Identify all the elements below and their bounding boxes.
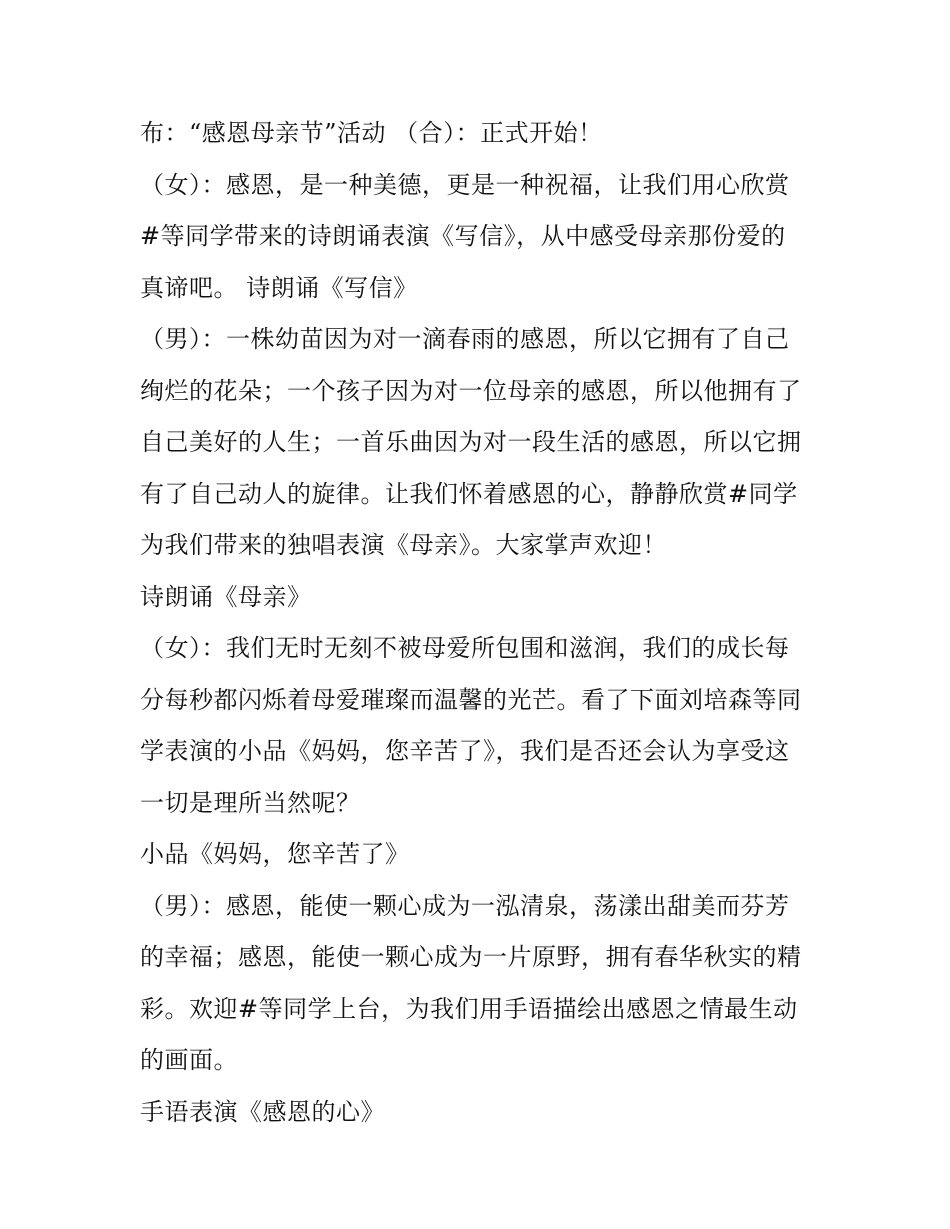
text-line: （女）：感恩，是一种美德，更是一种祝福，让我们用心欣赏 [140,170,790,199]
text-line: 的画面。 [140,1046,238,1074]
text-line: （女）：我们无时无刻不被母爱所包围和滋润，我们的成长每 [140,634,790,662]
text-line: 彩。欢迎#等同学上台，为我们用手语描绘出感恩之情最生动 [140,994,798,1023]
text-line: 一切是理所当然呢？ [140,788,361,817]
text-line: 为我们带来的独唱表演《母亲》。大家掌声欢迎！ [140,531,667,559]
text-line: #等同学带来的诗朗诵表演《写信》，从中感受母亲那份爱的 [140,222,786,250]
text-line: （男）：一株幼苗因为对一滴春雨的感恩，所以它拥有了自己 [140,325,790,353]
document-body [140,108,820,1138]
text-line: 分每秒都闪烁着母爱璀璨而温馨的光芒。看了下面刘培森等同 [140,685,802,714]
text-line: 真谛吧。 诗朗诵《写信》 [140,273,418,302]
text-line: 小品《妈妈，您辛苦了》 [140,840,410,868]
text-line: 学表演的小品《妈妈，您辛苦了》，我们是否还会认为享受这 [140,737,790,765]
text-line: 绚烂的花朵；一个孩子因为对一位母亲的感恩，所以他拥有了 [140,376,802,405]
text-line: 自己美好的人生；一首乐曲因为对一段生活的感恩，所以它拥 [140,428,802,456]
text-line: 诗朗诵《母亲》 [140,582,312,611]
text-line: 有了自己动人的旋律。让我们怀着感恩的心，静静欣赏#同学 [140,479,798,508]
text-line: 布：“感恩母亲节”活动 （合）：正式开始！ [140,119,603,147]
text-line: 手语表演《感恩的心》 [140,1097,385,1126]
text-line: 的幸福；感恩，能使一颗心成为一片原野，拥有春华秋实的精 [140,943,802,971]
text-line: （男）：感恩，能使一颗心成为一泓清泉，荡漾出甜美而芬芳 [140,891,790,920]
